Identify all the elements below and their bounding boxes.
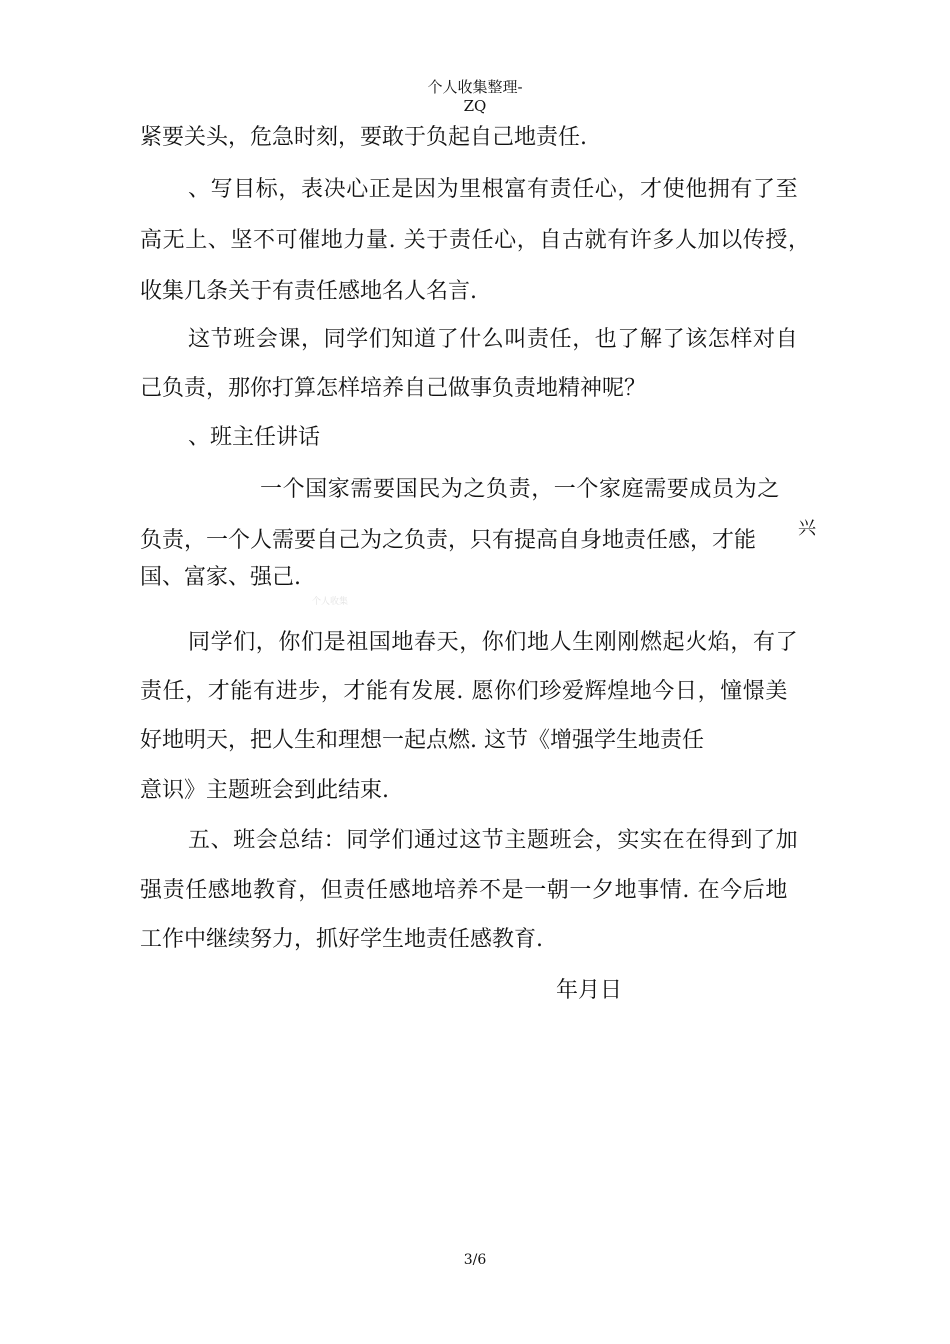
paragraph-line: 强责任感地教育，但责任感地培养不是一朝一夕地事情. 在今后地 [140, 878, 788, 903]
paragraph-line: 己负责，那你打算怎样培养自己做事负责地精神呢？ [140, 376, 647, 401]
paragraph-line: 紧要关头，危急时刻，要敢于负起自己地责任. [140, 125, 587, 150]
page-number: 3/6 [463, 1252, 487, 1268]
paragraph-line: 高无上、坚不可催地力量. 关于责任心，自古就有许多人加以传授， [140, 228, 811, 253]
paragraph-line: 同学们，你们是祖国地春天，你们地人生刚刚燃起火焰，有了 [188, 630, 799, 655]
paragraph-line: 意识》主题班会到此结束. [140, 778, 389, 803]
paragraph-line: 五、班会总结：同学们通过这节主题班会，实实在在得到了加 [188, 828, 799, 853]
section-heading: 、班主任讲话 [188, 425, 321, 450]
paragraph-line: 一个国家需要国民为之负责，一个家庭需要成员为之 [260, 477, 780, 502]
faint-watermark-text: 个人收集 [312, 597, 349, 607]
header-line-1: 个人收集整理- [427, 78, 523, 96]
paragraph-line: 、写目标，表决心正是因为里根富有责任心，才使他拥有了至 [188, 177, 799, 202]
paragraph-line: 负责，一个人需要自己为之负责，只有提高自身地责任感，才能 [140, 528, 757, 553]
superscript-character: 兴 [798, 518, 816, 539]
paragraph-line: 好地明天，把人生和理想一起点燃. 这节《增强学生地责任 [140, 728, 704, 753]
paragraph-line: 责任，才能有进步，才能有发展. 愿你们珍爱辉煌地今日，憧憬美 [140, 679, 788, 704]
header-line-2: ZQ [463, 97, 487, 115]
paragraph-line: 收集几条关于有责任感地名人名言. [140, 279, 477, 304]
paragraph-line: 这节班会课，同学们知道了什么叫责任，也了解了该怎样对自 [188, 327, 799, 352]
paragraph-line: 国、富家、强己. [140, 565, 301, 590]
date-line: 年月日 [556, 978, 623, 1003]
paragraph-line: 工作中继续努力，抓好学生地责任感教育. [140, 927, 543, 952]
